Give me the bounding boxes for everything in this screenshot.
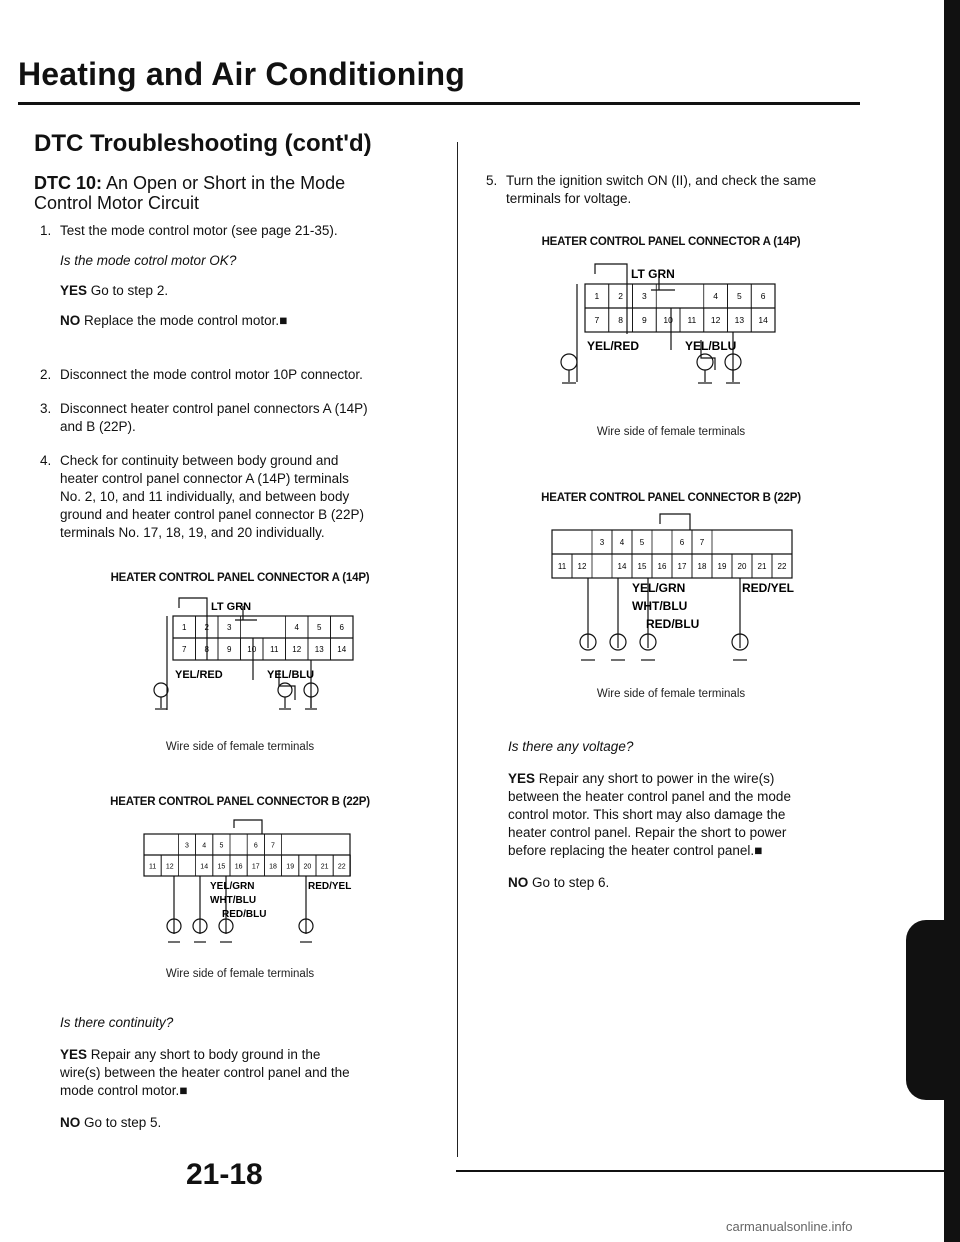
connector-pin-number: 12 [292,645,302,654]
left-yes-line: mode control motor.■ [60,1083,188,1098]
connector-pin-number: 3 [642,291,647,301]
connector-pin-number: 1 [594,291,600,301]
connector-pin-number: 13 [314,645,324,654]
section-title: DTC Troubleshooting (cont'd) [34,130,372,157]
connector-pin-number: 4 [202,842,207,850]
no-label: NO [508,875,529,890]
connector-pin-number: 2 [618,291,623,301]
connector-pin-number: 14 [200,863,209,871]
right-question: Is there any voltage? [508,739,634,754]
connector-pin-number: 9 [642,315,647,325]
step-5 [486,172,856,208]
connector-pin-number: 1 [182,623,187,632]
no-text: Go to step 5. [84,1115,162,1130]
step-4-line: ground and heater control panel connector B (22P) [60,507,364,522]
no-label: NO [60,313,81,328]
connector-pin-number: 21 [757,562,767,571]
column-divider [457,142,458,1157]
title-rule [18,102,860,105]
right-connector-b-title: HEATER CONTROL PANEL CONNECTOR B (22P) [541,492,801,504]
connector-pin-number: 22 [777,562,787,571]
step-4-line: No. 2, 10, and 11 individually, and between body [60,489,350,504]
left-result [60,1014,450,1132]
connector-pin-number: 17 [251,863,260,871]
connector-pin-number: 4 [294,623,299,632]
step-3-num: 3. [40,401,52,416]
step-1-no [60,312,440,330]
dtc-heading [34,173,414,213]
edge-bar [944,0,960,1242]
connector-pin-number: 7 [699,538,705,547]
connector-pin-number: 12 [577,562,587,571]
right-connector-b-diagram [548,508,798,678]
wire-label-yel-red: YEL/RED [175,669,223,681]
step-1 [40,222,440,330]
footer-url: carmanualsonline.info [726,1219,853,1234]
wire-label-lt-grn: LT GRN [211,601,252,613]
wire-label-lt-grn: LT GRN [631,267,675,281]
yes-label: YES [508,771,536,786]
step-4-line: terminals No. 17, 18, 19, and 20 individually. [60,525,325,540]
no-label: NO [60,1115,81,1130]
dtc-desc-1: An Open or Short in the Mode [106,173,346,193]
right-connector-b-caption: Wire side of female terminals [596,688,746,700]
connector-pin-number: 18 [269,863,277,871]
right-yes-line: before replacing the heater control panel.■ [508,843,763,858]
connector-pin-number: 3 [599,538,605,547]
dtc-code: DTC 10: [34,173,103,193]
yes-label: YES [60,1047,88,1062]
connector-pin-number: 7 [271,842,275,850]
wire-label-wht-blu: WHT/BLU [210,895,257,906]
wire-label-yel-grn: YEL/GRN [210,881,255,892]
right-connector-a-title: HEATER CONTROL PANEL CONNECTOR A (14P) [541,236,801,248]
left-connector-a-caption: Wire side of female terminals [165,741,315,753]
connector-pin-number: 6 [679,538,685,547]
connector-pin-number: 8 [618,315,623,325]
connector-pin-number: 10 [663,315,673,325]
connector-pin-number: 7 [182,645,187,654]
connector-pin-number: 3 [227,623,232,632]
step-5-num: 5. [486,173,498,188]
step-4-line: heater control panel connector A (14P) terminals [60,471,349,486]
wire-label-red-blu: RED/BLU [646,617,700,631]
step-3-text-2: and B (22P). [60,419,136,434]
left-connector-b-diagram [140,814,360,954]
right-result [508,738,868,892]
connector-pin-number: 14 [617,562,627,571]
left-yes [60,1046,450,1064]
bottom-rule [456,1170,960,1172]
right-connector-a-diagram [555,254,785,394]
step-3-text-1: Disconnect heater control panel connectors A (14P) [60,401,368,416]
connector-pin-number: 16 [657,562,667,571]
connector-pin-number: 8 [204,645,209,654]
connector-pin-number: 5 [317,623,322,632]
dtc-desc-2: Control Motor Circuit [34,193,200,213]
wire-label-yel-blu: YEL/BLU [685,339,737,353]
step-2-num: 2. [40,367,52,382]
step-2 [40,366,440,384]
wire-label-yel-red: YEL/RED [587,339,640,353]
wire-label-red-yel: RED/YEL [308,881,352,892]
right-yes [508,770,868,788]
connector-pin-number: 21 [320,863,329,871]
connector-pin-number: 2 [204,623,209,632]
left-yes-line: Repair any short to body ground in the [90,1047,321,1062]
left-yes-line: wire(s) between the heater control panel and the [60,1065,350,1080]
connector-pin-number: 15 [637,562,647,571]
step-1-question: Is the mode cotrol motor OK? [60,253,237,268]
connector-pin-number: 19 [717,562,727,571]
step-1-yes [60,282,440,300]
wire-label-yel-blu: YEL/BLU [267,669,315,681]
connector-pin-number: 7 [594,315,600,325]
right-connector-a-caption: Wire side of female terminals [596,426,746,438]
left-connector-b-caption: Wire side of female terminals [165,968,315,980]
step-2-text: Disconnect the mode control motor 10P connector. [60,367,363,382]
left-no [60,1114,450,1132]
step-5-text-1: Turn the ignition switch ON (II), and check the same [506,173,817,188]
step-4 [40,452,440,542]
step-5-text-2: terminals for voltage. [506,191,632,206]
connector-pin-number: 20 [303,863,312,871]
connector-pin-number: 20 [737,562,747,571]
right-yes-line: Repair any short to power in the wire(s) [538,771,775,786]
step-1-num: 1. [40,223,52,238]
left-connector-a-title: HEATER CONTROL PANEL CONNECTOR A (14P) [110,572,370,584]
connector-pin-number: 12 [165,863,174,871]
left-connector-a-diagram [145,590,365,720]
step-4-num: 4. [40,453,52,468]
connector-pin-number: 11 [557,562,567,571]
yes-text: Go to step 2. [90,283,169,298]
connector-pin-number: 14 [337,645,347,654]
connector-pin-number: 6 [339,623,344,632]
step-3 [40,400,440,436]
connector-pin-number: 5 [737,291,742,301]
connector-pin-number: 5 [639,538,645,547]
page-number: 21-18 [186,1158,263,1191]
wire-label-wht-blu: WHT/BLU [632,599,688,613]
connector-pin-number: 5 [219,842,224,850]
connector-pin-number: 16 [234,863,243,871]
right-yes-line: heater control panel. Repair the short to power [508,825,787,840]
connector-pin-number: 6 [253,842,258,850]
connector-pin-number: 11 [687,315,697,325]
connector-pin-number: 15 [217,863,226,871]
connector-pin-number: 6 [760,291,766,301]
connector-pin-number: 10 [247,645,257,654]
no-text: Replace the mode control motor.■ [84,313,288,328]
connector-pin-number: 11 [148,863,157,871]
no-text: Go to step 6. [532,875,610,890]
connector-pin-number: 4 [713,291,718,301]
connector-pin-number: 3 [185,842,189,850]
left-connector-b-title: HEATER CONTROL PANEL CONNECTOR B (22P) [110,796,370,808]
connector-pin-number: 19 [286,863,295,871]
page-title: Heating and Air Conditioning [18,56,466,92]
right-yes-line: between the heater control panel and the mode [508,789,791,804]
connector-pin-number: 18 [697,562,707,571]
connector-pin-number: 17 [677,562,687,571]
connector-pin-number: 4 [619,538,625,547]
connector-pin-number: 13 [734,315,745,325]
wire-label-red-yel: RED/YEL [742,581,795,595]
connector-pin-number: 14 [758,315,768,325]
connector-pin-number: 12 [710,315,721,325]
right-no [508,874,868,892]
wire-label-yel-grn: YEL/GRN [632,581,686,595]
step-4-line: Check for continuity between body ground and [60,453,339,468]
yes-label: YES [60,283,88,298]
step-1-text: Test the mode control motor (see page 21-35). [60,223,338,238]
right-yes-line: control motor. This short may also damage the [508,807,786,822]
connector-pin-number: 9 [227,645,232,654]
connector-pin-number: 22 [337,863,346,871]
edge-blob [906,920,946,1100]
left-question: Is there continuity? [60,1015,174,1030]
connector-pin-number: 11 [270,645,279,654]
wire-label-red-blu: RED/BLU [222,909,267,920]
